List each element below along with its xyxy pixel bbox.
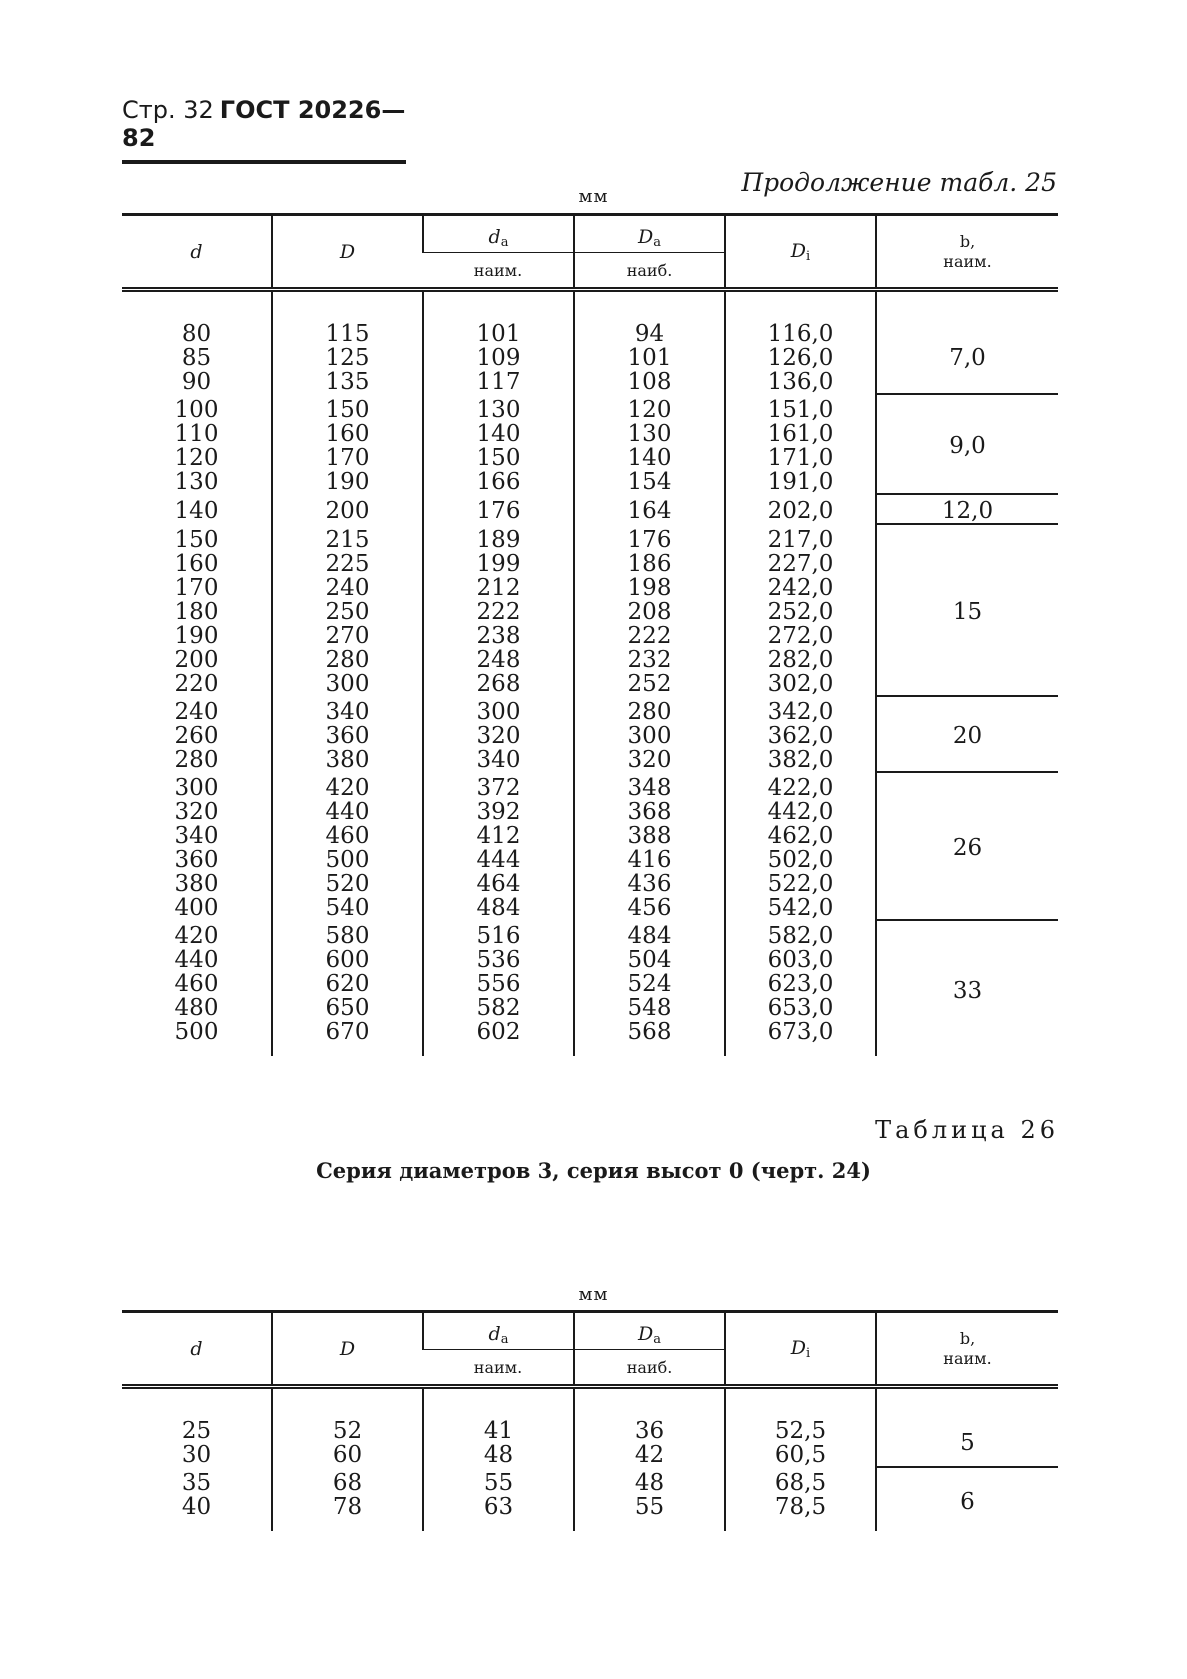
cell-Di: 78,5: [725, 1495, 876, 1531]
table-row: [122, 290, 1058, 347]
cell-Da: 55: [574, 1495, 725, 1531]
cell-Di: 382,0: [725, 748, 876, 772]
cell-da: 340: [423, 748, 574, 772]
cell-Da: 280: [574, 696, 725, 724]
cell-Da: 348: [574, 772, 725, 800]
col-header-Di: $D_i$: [725, 215, 876, 290]
cell-Da: 208: [574, 600, 725, 624]
cell-D: 580: [272, 920, 423, 948]
cell-Di: 302,0: [725, 672, 876, 696]
cell-D: 240: [272, 576, 423, 600]
cell-d: 480: [174, 995, 219, 1021]
cell-d: 30: [181, 1442, 212, 1468]
cell-d: 440: [174, 947, 219, 973]
cell-Da: 94: [574, 290, 725, 347]
table-row: [122, 696, 1058, 724]
cell-da: 212: [423, 576, 574, 600]
cell-D: 340: [272, 696, 423, 724]
cell-da: 248: [423, 648, 574, 672]
table-25-continuation-label: Продолжение табл. 25: [741, 168, 1057, 197]
table-25: [122, 213, 1058, 1056]
cell-D: 300: [272, 672, 423, 696]
cell-d: 420: [174, 923, 219, 949]
cell-d: 280: [174, 747, 219, 773]
cell-da: 300: [423, 696, 574, 724]
cell-Di: 52,5: [725, 1387, 876, 1444]
cell-d: 170: [174, 575, 219, 601]
table-row: [122, 394, 1058, 422]
cell-da: 166: [423, 470, 574, 494]
cell-d: 200: [174, 647, 219, 673]
cell-Di: 673,0: [725, 1020, 876, 1056]
table-26-title: Таблица 26: [875, 1116, 1059, 1144]
cell-D: 540: [272, 896, 423, 920]
cell-D: 380: [272, 748, 423, 772]
cell-d: 300: [174, 775, 219, 801]
cell-Di: 442,0: [725, 800, 876, 824]
cell-da: 140: [423, 422, 574, 446]
col-header-da: $d_a$: [423, 215, 574, 253]
cell-D: 125: [272, 346, 423, 370]
cell-b: 9,0: [876, 394, 1058, 494]
cell-Di: 217,0: [725, 524, 876, 552]
col-header-b: b, наим.: [876, 215, 1058, 290]
cell-Di: 252,0: [725, 600, 876, 624]
cell-Di: 272,0: [725, 624, 876, 648]
cell-da: 176: [423, 494, 574, 524]
col-header-D: D: [272, 215, 423, 290]
cell-D: 650: [272, 996, 423, 1020]
standard-number: ГОСТ 20226—82: [122, 96, 406, 152]
cell-b: 6: [876, 1467, 1058, 1531]
cell-d: 85: [181, 345, 212, 371]
col-header-D: D: [272, 1312, 423, 1387]
cell-D: 500: [272, 848, 423, 872]
cell-Da: 120: [574, 394, 725, 422]
cell-da: 199: [423, 552, 574, 576]
cell-Da: 130: [574, 422, 725, 446]
cell-d: 130: [174, 469, 219, 495]
cell-D: 150: [272, 394, 423, 422]
cell-Di: 171,0: [725, 446, 876, 470]
cell-b: 33: [876, 920, 1058, 1056]
cell-Di: 502,0: [725, 848, 876, 872]
table-26-body: [122, 1387, 1058, 1532]
cell-da: 109: [423, 346, 574, 370]
col-header-da: $d_a$: [423, 1312, 574, 1350]
table-26-units: мм: [578, 1284, 609, 1305]
cell-Di: 68,5: [725, 1467, 876, 1495]
cell-da: 55: [423, 1467, 574, 1495]
cell-Da: 164: [574, 494, 725, 524]
cell-Di: 342,0: [725, 696, 876, 724]
cell-da: 320: [423, 724, 574, 748]
cell-Di: 603,0: [725, 948, 876, 972]
cell-Da: 456: [574, 896, 725, 920]
cell-d: 120: [174, 445, 219, 471]
cell-Di: 462,0: [725, 824, 876, 848]
cell-D: 78: [272, 1495, 423, 1531]
cell-Di: 242,0: [725, 576, 876, 600]
cell-da: 536: [423, 948, 574, 972]
cell-d: 380: [174, 871, 219, 897]
cell-Da: 186: [574, 552, 725, 576]
table-row: [122, 1467, 1058, 1495]
cell-Di: 542,0: [725, 896, 876, 920]
cell-da: 372: [423, 772, 574, 800]
cell-da: 556: [423, 972, 574, 996]
cell-Da: 140: [574, 446, 725, 470]
cell-Da: 101: [574, 346, 725, 370]
cell-Di: 422,0: [725, 772, 876, 800]
cell-d: 190: [174, 623, 219, 649]
cell-D: 52: [272, 1387, 423, 1444]
cell-Di: 582,0: [725, 920, 876, 948]
col-header-d: d: [122, 1312, 272, 1387]
col-header-b: b, наим.: [876, 1312, 1058, 1387]
cell-Da: 154: [574, 470, 725, 494]
cell-Di: 522,0: [725, 872, 876, 896]
col-header-Da: $D_a$: [574, 215, 725, 253]
cell-D: 250: [272, 600, 423, 624]
cell-Di: 161,0: [725, 422, 876, 446]
cell-b: 7,0: [876, 290, 1058, 395]
cell-d: 460: [174, 971, 219, 997]
cell-D: 160: [272, 422, 423, 446]
cell-Da: 548: [574, 996, 725, 1020]
cell-D: 460: [272, 824, 423, 848]
cell-d: 320: [174, 799, 219, 825]
cell-D: 600: [272, 948, 423, 972]
cell-b: 20: [876, 696, 1058, 772]
cell-da: 484: [423, 896, 574, 920]
cell-Da: 484: [574, 920, 725, 948]
cell-Da: 300: [574, 724, 725, 748]
cell-da: 412: [423, 824, 574, 848]
cell-D: 225: [272, 552, 423, 576]
cell-b: 5: [876, 1387, 1058, 1468]
cell-b: 26: [876, 772, 1058, 920]
cell-da: 222: [423, 600, 574, 624]
cell-Da: 198: [574, 576, 725, 600]
page-header: [122, 96, 406, 164]
cell-D: 280: [272, 648, 423, 672]
cell-D: 270: [272, 624, 423, 648]
cell-d: 260: [174, 723, 219, 749]
cell-Di: 116,0: [725, 290, 876, 347]
cell-da: 516: [423, 920, 574, 948]
cell-d: 100: [174, 397, 219, 423]
cell-Da: 252: [574, 672, 725, 696]
table-row: [122, 772, 1058, 800]
table-row: [122, 920, 1058, 948]
cell-Da: 568: [574, 1020, 725, 1056]
cell-Da: 36: [574, 1387, 725, 1444]
cell-da: 48: [423, 1443, 574, 1467]
cell-D: 135: [272, 370, 423, 394]
cell-Da: 388: [574, 824, 725, 848]
col-note-da: наим.: [423, 1350, 574, 1387]
cell-D: 200: [272, 494, 423, 524]
cell-da: 268: [423, 672, 574, 696]
cell-d: 150: [174, 527, 219, 553]
cell-da: 117: [423, 370, 574, 394]
table-25-units: мм: [578, 186, 609, 207]
cell-D: 215: [272, 524, 423, 552]
col-header-d: d: [122, 215, 272, 290]
cell-Di: 191,0: [725, 470, 876, 494]
col-note-da: наим.: [423, 253, 574, 290]
cell-Da: 416: [574, 848, 725, 872]
cell-b: 12,0: [876, 494, 1058, 524]
cell-da: 238: [423, 624, 574, 648]
cell-Di: 282,0: [725, 648, 876, 672]
cell-da: 41: [423, 1387, 574, 1444]
cell-da: 464: [423, 872, 574, 896]
cell-D: 170: [272, 446, 423, 470]
cell-d: 220: [174, 671, 219, 697]
cell-Di: 136,0: [725, 370, 876, 394]
cell-d: 240: [174, 699, 219, 725]
cell-d: 35: [181, 1470, 212, 1496]
cell-d: 500: [174, 1019, 219, 1045]
cell-D: 115: [272, 290, 423, 347]
cell-d: 110: [174, 421, 219, 447]
cell-Di: 227,0: [725, 552, 876, 576]
cell-D: 670: [272, 1020, 423, 1056]
table-row: [122, 1387, 1058, 1444]
cell-D: 420: [272, 772, 423, 800]
cell-d: 90: [181, 369, 212, 395]
table-row: [122, 524, 1058, 552]
cell-d: 340: [174, 823, 219, 849]
cell-Da: 436: [574, 872, 725, 896]
cell-Da: 524: [574, 972, 725, 996]
cell-da: 189: [423, 524, 574, 552]
cell-Da: 232: [574, 648, 725, 672]
cell-da: 63: [423, 1495, 574, 1531]
cell-da: 602: [423, 1020, 574, 1056]
cell-Da: 176: [574, 524, 725, 552]
col-header-Da: $D_a$: [574, 1312, 725, 1350]
cell-D: 190: [272, 470, 423, 494]
cell-Da: 42: [574, 1443, 725, 1467]
cell-Da: 48: [574, 1467, 725, 1495]
cell-d: 360: [174, 847, 219, 873]
cell-Da: 108: [574, 370, 725, 394]
cell-da: 392: [423, 800, 574, 824]
cell-da: 444: [423, 848, 574, 872]
cell-da: 150: [423, 446, 574, 470]
cell-da: 582: [423, 996, 574, 1020]
col-note-Da: наиб.: [574, 1350, 725, 1387]
cell-d: 400: [174, 895, 219, 921]
col-header-Di: $D_i$: [725, 1312, 876, 1387]
cell-d: 40: [181, 1494, 212, 1520]
cell-D: 620: [272, 972, 423, 996]
cell-Di: 126,0: [725, 346, 876, 370]
cell-d: 160: [174, 551, 219, 577]
cell-Di: 653,0: [725, 996, 876, 1020]
cell-d: 180: [174, 599, 219, 625]
cell-Da: 368: [574, 800, 725, 824]
table-26: [122, 1310, 1058, 1531]
cell-Di: 60,5: [725, 1443, 876, 1467]
cell-Da: 504: [574, 948, 725, 972]
cell-Di: 362,0: [725, 724, 876, 748]
cell-D: 520: [272, 872, 423, 896]
cell-Da: 222: [574, 624, 725, 648]
cell-d: 80: [181, 321, 212, 347]
col-note-Da: наиб.: [574, 253, 725, 290]
cell-D: 360: [272, 724, 423, 748]
cell-Di: 151,0: [725, 394, 876, 422]
table-25-body: [122, 290, 1058, 1057]
cell-Di: 202,0: [725, 494, 876, 524]
cell-d: 25: [181, 1418, 212, 1444]
cell-D: 68: [272, 1467, 423, 1495]
cell-D: 60: [272, 1443, 423, 1467]
table-row: [122, 494, 1058, 524]
cell-b: 15: [876, 524, 1058, 696]
table-26-subtitle: Серия диаметров 3, серия высот 0 (черт. 24): [316, 1158, 871, 1183]
cell-Di: 623,0: [725, 972, 876, 996]
page-number: Стр. 32: [122, 96, 214, 124]
cell-D: 440: [272, 800, 423, 824]
cell-da: 130: [423, 394, 574, 422]
cell-d: 140: [174, 498, 219, 524]
cell-Da: 320: [574, 748, 725, 772]
cell-da: 101: [423, 290, 574, 347]
